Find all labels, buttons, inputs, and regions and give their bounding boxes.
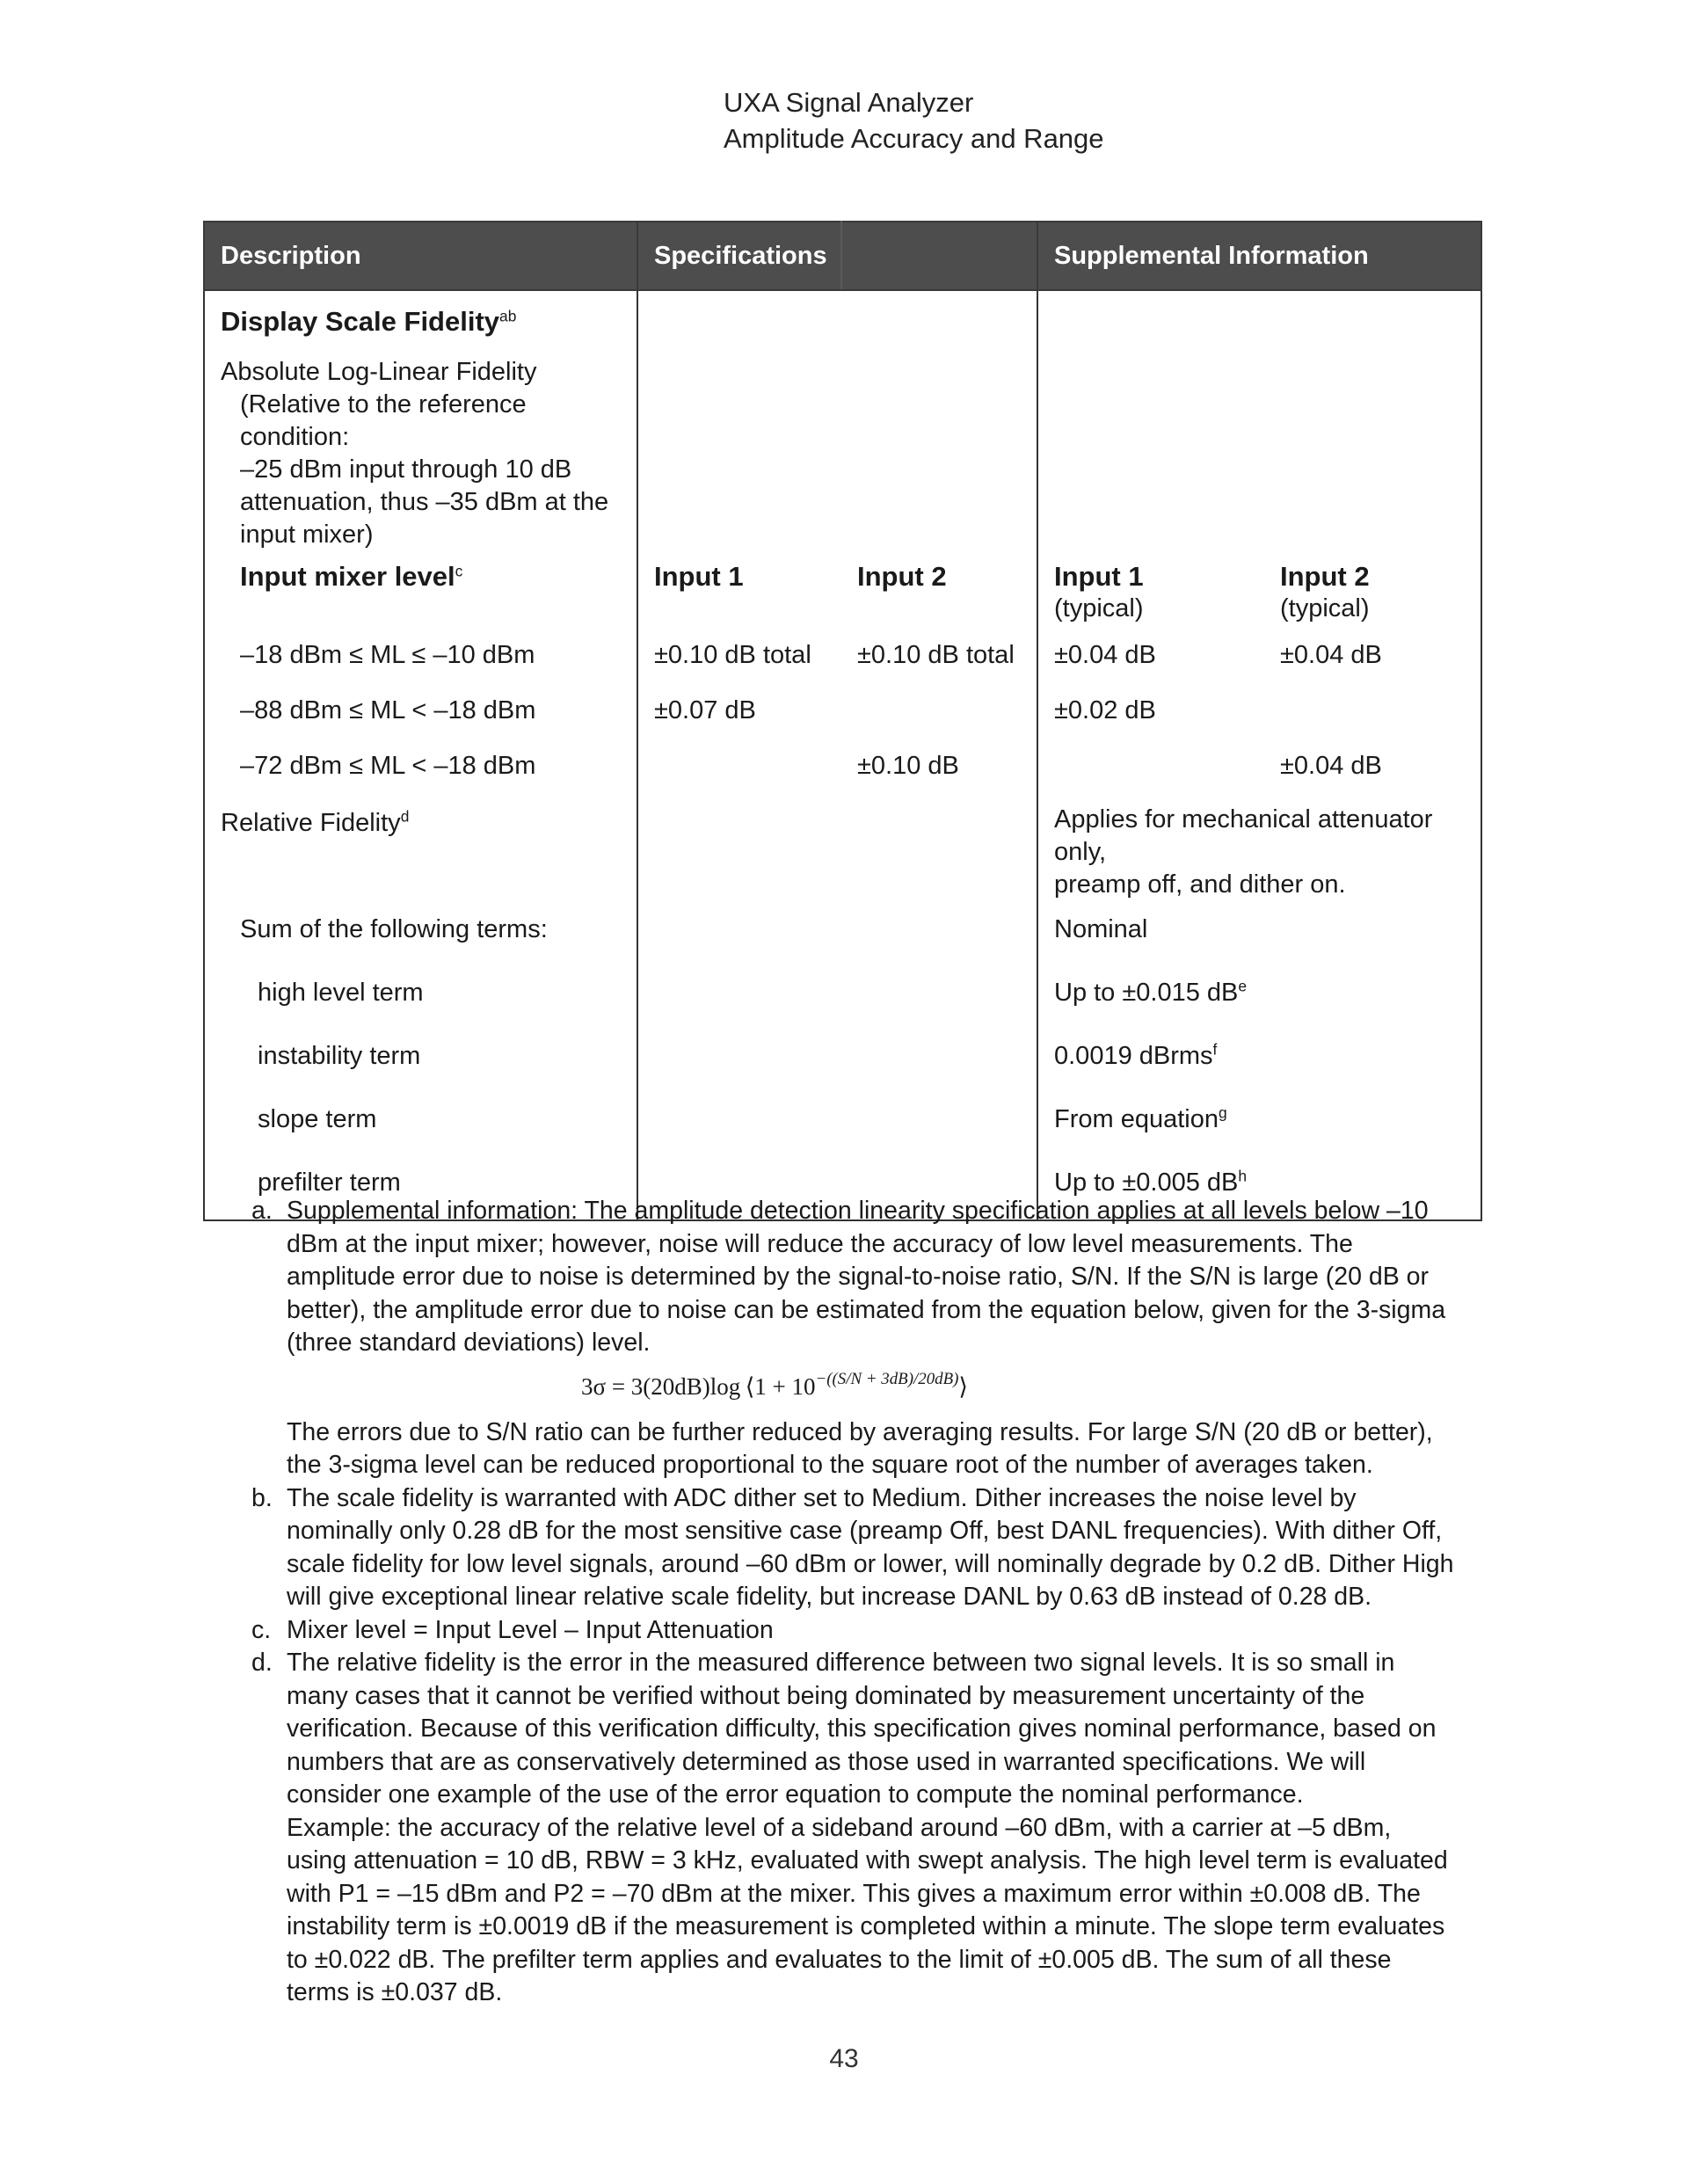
table-row [204,1091,1481,1154]
table-row [204,901,1481,965]
term-value: Up to ±0.015 dB [1054,979,1239,1007]
term-value: 0.0019 dBrms [1054,1042,1213,1070]
page-header [724,84,1104,157]
sup-input2-label: Input 2 [1280,561,1370,592]
sum-terms-label: Sum of the following terms: [240,915,548,943]
footnote-example: Example: the accuracy of the relative level of a sideband around –60 dBm, with a carrier at –5 dBm, using attenuation = 10 dB, RBW = 3 kHz, evaluated with swept analysis. The high level term is evaluated with P1 = –15 dBm and P2 = –70 dBm at the mixer. This gives a maximum error within ±0.008 dB. The instability term is ±0.0019 dB if the measurement is completed within a minute. The slope term evaluates to ±0.022 dB. The prefilter term applies and evaluates to the limit of ±0.005 dB. The sum of all these terms is ±0.037 dB. [287,1813,1448,2006]
header-supplemental: Supplemental Information [1037,222,1481,290]
relative-info-line: Applies for mechanical attenuator only, [1054,805,1433,866]
absolute-note-line: attenuation, thus –35 dBm at the [240,488,609,516]
table-header-row [204,222,1481,290]
term-sup: e [1238,977,1248,995]
spec-input1-value: ±0.07 dB [637,688,841,743]
footnote-text: The scale fidelity is warranted with ADC dither set to Medium. Dither increases the noise level by nominally only 0.28 dB for the most sensitive case (preamp Off, best DANL frequencies). With dither Off, scale fidelity for low level signals, around –60 dBm or lower, will nominally degrade by 0.2 dB. Dither High will give exceptional linear relative scale fidelity, but increase DANL by 0.63 dB instead of 0.28 dB. [287,1483,1454,1611]
spec-input1-label: Input 1 [654,561,744,592]
spec-table [203,221,1482,1221]
relative-fidelity-sup: d [400,807,410,826]
mixer-level-label: Input mixer level [240,561,455,592]
term-sup: h [1238,1167,1248,1185]
footnote-a [251,1195,1456,1482]
table-row [204,632,1481,688]
section-title-sup: ab [499,307,517,325]
term-value: From equation [1054,1105,1219,1133]
absolute-note-line: –25 dBm input through 10 dB [240,455,572,484]
footnote-c [251,1614,1456,1648]
footnote-text: The relative fidelity is the error in the measured difference between two signal levels. It is so small in many cases that it cannot be verified without being dominated by measurement uncertainty of the verification. Because of this verification difficulty, this specification gives nominal performance, based on numbers that are as conservatively determined as those used in warranted specifications. We will consider one example of the use of the error equation to compute the nominal performance. [287,1649,1437,1809]
sup-input1-value [1037,743,1264,798]
absolute-note-line: input mixer) [240,521,374,549]
sup-input1-value: ±0.02 dB [1037,688,1264,743]
table-row [204,551,1481,632]
mixer-level-range: –72 dBm ≤ ML < –18 dBm [240,752,536,780]
sup-input1-label: Input 1 [1054,561,1144,592]
mixer-level-range: –18 dBm ≤ ML ≤ –10 dBm [240,641,535,669]
header-description: Description [204,222,637,290]
sup-input1-typical: (typical) [1054,594,1144,622]
footnote-text: The errors due to S/N ratio can be further reduced by averaging results. For large S/N (20 dB or better), the 3-sigma level can be reduced proportional to the square root of the number of averages taken. [287,1417,1433,1479]
table-row [204,688,1481,743]
noise-equation [287,1369,1456,1404]
footnote-text: Supplemental information: The amplitude detection linearity specification applies at all levels below –10 dBm at the input mixer; however, noise will reduce the accuracy of low level measurements. The amplitude error due to noise is determined by the signal-to-noise ratio, S/N. If the S/N is large (20 dB or better), the amplitude error due to noise can be estimated from the equation below, given for the 3-sigma (three standard deviations) level. [287,1197,1446,1357]
term-sup: g [1219,1103,1227,1122]
header-specifications: Specifications [637,222,841,290]
mixer-level-sup: c [455,562,463,580]
footnote-letter: c. [251,1615,272,1644]
footnote-b [251,1482,1456,1614]
sup-input2-value: ±0.04 dB [1264,743,1481,798]
spec-input2-label: Input 2 [857,561,947,592]
header-subtitle: Amplitude Accuracy and Range [724,123,1104,154]
sup-input1-value: ±0.04 dB [1037,632,1264,688]
term-label: prefilter term [258,1168,401,1197]
table-row [204,798,1481,901]
spec-input2-value [841,688,1037,743]
footnotes [251,1195,1456,2010]
page-number: 43 [829,2044,859,2073]
footnote-letter: b. [251,1483,273,1512]
table-row [204,743,1481,798]
equation-close: ⟩ [958,1372,968,1400]
footnote-d [251,1647,1456,2010]
header-specifications-blank [841,222,1037,290]
term-label: instability term [258,1042,421,1070]
sum-terms-info: Nominal [1037,901,1481,965]
absolute-title: Absolute Log-Linear Fidelity [221,358,537,386]
table-row [204,965,1481,1028]
term-label: slope term [258,1105,377,1133]
spec-input2-value: ±0.10 dB total [857,641,1015,669]
relative-fidelity-label: Relative Fidelity [221,809,401,837]
spec-input2-value: ±0.10 dB [857,752,959,780]
sup-input2-typical: (typical) [1280,594,1370,622]
spec-input1-value: ±0.10 dB total [637,632,841,688]
table-row [204,290,1481,351]
table-row [204,1028,1481,1091]
term-sup: f [1212,1040,1218,1059]
footnote-letter: a. [251,1197,273,1225]
equation-base: 3σ = 3(20dB)log ⟨1 + 10 [581,1372,816,1400]
mixer-level-range: –88 dBm ≤ ML < –18 dBm [240,696,536,724]
term-value: Up to ±0.005 dB [1054,1168,1239,1197]
spec-input1-value [637,743,841,798]
sup-input2-value: ±0.04 dB [1264,632,1481,688]
section-title: Display Scale Fidelity [221,306,500,337]
term-label: high level term [258,979,424,1007]
absolute-note-line: (Relative to the reference condition: [240,390,527,451]
equation-exponent: −((S/N + 3dB)/20dB) [815,1369,959,1388]
sup-input2-value [1264,688,1481,743]
footnote-text: Mixer level = Input Level – Input Attenuation [287,1615,774,1644]
relative-info-line: preamp off, and dither on. [1054,870,1346,899]
header-title: UXA Signal Analyzer [724,87,974,118]
table-row [204,351,1481,551]
footnote-letter: d. [251,1649,273,1677]
